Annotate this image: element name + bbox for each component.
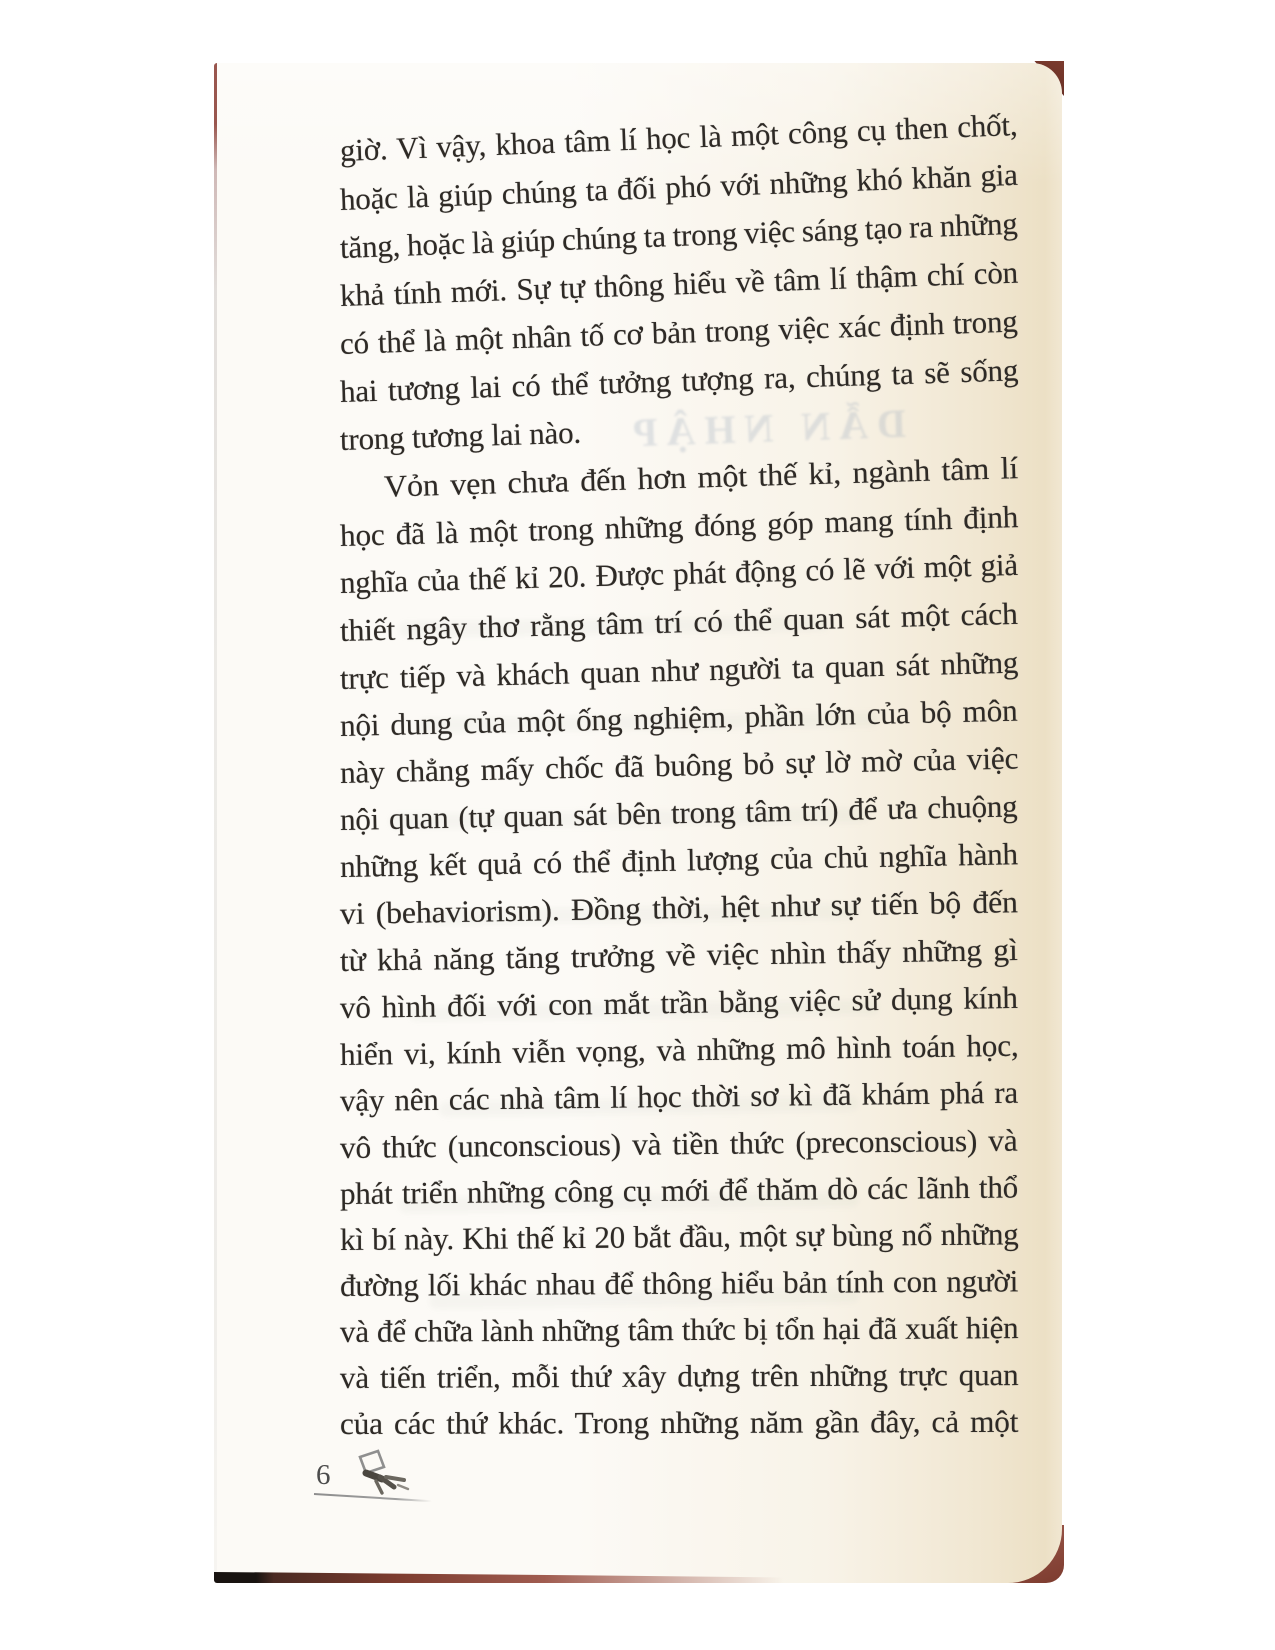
text-line (340, 1211, 1018, 1263)
text-line-text: vô thức (unconscious) và tiền thức (preconscious) và (339, 1122, 1018, 1165)
text-line-text: và tiến triển, mỗi thứ xây dựng trên những trực quan (339, 1357, 1019, 1396)
book-page (214, 63, 1062, 1583)
text-line-text: trong tương lai nào. (339, 414, 582, 458)
page-footer (316, 1453, 446, 1501)
text-line-text: vô hình đối với con mắt trần bằng việc sử dụng kính (339, 979, 1018, 1025)
text-line-text: hoặc là giúp chúng ta đối phó với những khó khăn gia (339, 156, 1019, 217)
text-line-text: đường lối khác nhau để thông hiểu bản tính con người (339, 1263, 1019, 1304)
floral-ornament-icon (338, 1447, 422, 1499)
text-line-text: Vỏn vẹn chưa đến hơn một thế kỉ, ngành tâm lí (383, 450, 1019, 504)
text-line (340, 1399, 1018, 1447)
text-line (340, 1258, 1018, 1309)
text-line-text: tăng, hoặc là giúp chúng ta trong việc sáng tạo ra những (339, 205, 1019, 265)
page-number: 6 (316, 1459, 331, 1491)
text-line (340, 1305, 1018, 1355)
text-line-text: trực tiếp và khách quan như người ta quan sát những (339, 644, 1019, 696)
text-line (340, 1022, 1019, 1077)
text-line-text: nội quan (tự quan sát bên trong tâm trí) để ưa chuộng (339, 788, 1018, 838)
text-line-text: vậy nên các nhà tâm lí học thời sơ kì đã khám phá ra (339, 1074, 1019, 1118)
text-line (340, 1117, 1018, 1170)
text-line (340, 975, 1019, 1031)
text-line-text: của các thứ khác. Trong những năm gần đây, cả một (339, 1403, 1019, 1441)
text-line (340, 1070, 1019, 1124)
text-line-text: có thể là một nhân tố cơ bản trong việc xác định trong (339, 303, 1019, 362)
text-line-text: này chẳng mấy chốc đã buông bỏ sự lờ mờ của việc (339, 740, 1019, 790)
text-line-text: từ khả năng tăng trưởng về việc nhìn thấy những gì (339, 932, 1018, 978)
text-line-text: nghĩa của thế kỉ 20. Được phát động có lẽ với một giả (339, 547, 1019, 601)
text-line-text: kì bí này. Khi thế kỉ 20 bắt đầu, một sự bùng nổ những (339, 1216, 1019, 1257)
text-line-text: phát triển những công cụ mới để thăm dò các lãnh thổ (339, 1169, 1019, 1211)
text-line (340, 1164, 1018, 1217)
showthrough-chapter-title: DẪN NHẬP (623, 400, 907, 456)
text-line-text: thiết ngây thơ rằng tâm trí có thể quan sát một cách (339, 595, 1019, 648)
text-line-text: những kết quả có thể định lượng của chủ nghĩa hành (339, 836, 1019, 885)
text-line-text: vi (behaviorism). Đồng thời, hệt như sự tiến bộ đến (339, 884, 1018, 932)
text-line-text: giờ. Vì vậy, khoa tâm lí học là một công cụ then chốt, (339, 106, 1018, 168)
text-line-text: nội dung của một ống nghiệm, phần lớn của bộ môn (339, 692, 1018, 743)
text-line-text: và để chữa lành những tâm thức bị tổn hại đã xuất hiện (339, 1310, 1019, 1350)
text-line-text: học đã là một trong những đóng góp mang tính định (339, 498, 1019, 553)
cover-bottom-edge (214, 1570, 814, 1583)
text-line-text: hiển vi, kính viễn vọng, và những mô hình toán học, (339, 1027, 1019, 1072)
text-line-text: hai tương lai có thể tưởng tượng ra, chúng ta sẽ sống (339, 352, 1019, 410)
text-line-text: khả tính mới. Sự tự thông hiểu về tâm lí thậm chí còn (339, 254, 1019, 314)
spine-edge-line (214, 63, 217, 1583)
text-line (340, 1352, 1018, 1401)
